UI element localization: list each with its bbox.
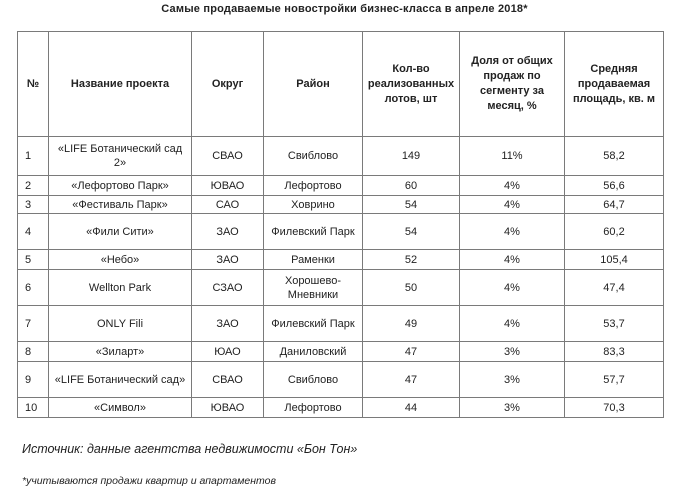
cell-num: 5 (18, 250, 49, 270)
cell-area: 83,3 (565, 342, 664, 362)
cell-lots: 50 (363, 270, 460, 306)
cell-num: 1 (18, 137, 49, 176)
cell-num: 7 (18, 306, 49, 342)
cell-share: 4% (460, 196, 565, 214)
cell-num: 6 (18, 270, 49, 306)
table-row (18, 342, 664, 362)
cell-num: 2 (18, 176, 49, 196)
cell-okrug: ЗАО (192, 250, 264, 270)
cell-area: 47,4 (565, 270, 664, 306)
cell-project-name: «Фестиваль Парк» (49, 196, 192, 214)
cell-area: 105,4 (565, 250, 664, 270)
cell-okrug: СЗАО (192, 270, 264, 306)
cell-area: 70,3 (565, 398, 664, 418)
table-row (18, 270, 664, 306)
cell-okrug: СВАО (192, 137, 264, 176)
cell-project-name: «LIFE Ботанический сад» (49, 362, 192, 398)
table-row (18, 250, 664, 270)
cell-project-name: «Символ» (49, 398, 192, 418)
cell-share: 3% (460, 362, 565, 398)
cell-rayon: Свиблово (264, 137, 363, 176)
header-lots: Кол-во реализованных лотов, шт (363, 32, 460, 137)
cell-area: 60,2 (565, 214, 664, 250)
header-okrug: Округ (192, 32, 264, 137)
cell-rayon: Даниловский (264, 342, 363, 362)
cell-okrug: САО (192, 196, 264, 214)
cell-project-name: «Фили Сити» (49, 214, 192, 250)
cell-rayon: Свиблово (264, 362, 363, 398)
cell-rayon: Филевский Парк (264, 306, 363, 342)
sales-table (17, 31, 664, 418)
cell-lots: 47 (363, 362, 460, 398)
cell-share: 3% (460, 342, 565, 362)
cell-okrug: ЗАО (192, 306, 264, 342)
table-row (18, 306, 664, 342)
cell-rayon: Раменки (264, 250, 363, 270)
cell-num: 10 (18, 398, 49, 418)
cell-okrug: ЮАО (192, 342, 264, 362)
cell-share: 4% (460, 176, 565, 196)
cell-area: 64,7 (565, 196, 664, 214)
cell-num: 9 (18, 362, 49, 398)
cell-share: 4% (460, 306, 565, 342)
cell-lots: 54 (363, 196, 460, 214)
cell-lots: 47 (363, 342, 460, 362)
header-rayon: Район (264, 32, 363, 137)
cell-share: 3% (460, 398, 565, 418)
header-area: Средняя продаваемая площадь, кв. м (565, 32, 664, 137)
cell-num: 8 (18, 342, 49, 362)
cell-num: 4 (18, 214, 49, 250)
cell-lots: 49 (363, 306, 460, 342)
table-title: Самые продаваемые новостройки бизнес-класса в апреле 2018* (161, 3, 528, 15)
table-row (18, 176, 664, 196)
cell-rayon: Хорошево-Мневники (264, 270, 363, 306)
table-row (18, 196, 664, 214)
cell-rayon: Лефортово (264, 398, 363, 418)
cell-project-name: «Лефортово Парк» (49, 176, 192, 196)
cell-area: 58,2 (565, 137, 664, 176)
table-row (18, 362, 664, 398)
cell-lots: 54 (363, 214, 460, 250)
cell-share: 4% (460, 214, 565, 250)
header-share: Доля от общих продаж по сегменту за месяц, % (460, 32, 565, 137)
cell-num: 3 (18, 196, 49, 214)
cell-area: 57,7 (565, 362, 664, 398)
cell-area: 56,6 (565, 176, 664, 196)
cell-share: 11% (460, 137, 565, 176)
table-row (18, 137, 664, 176)
cell-okrug: ЮВАО (192, 398, 264, 418)
cell-lots: 44 (363, 398, 460, 418)
header-project-name: Название проекта (49, 32, 192, 137)
table-row (18, 214, 664, 250)
cell-okrug: ЮВАО (192, 176, 264, 196)
cell-project-name: «LIFE Ботанический сад 2» (49, 137, 192, 176)
cell-okrug: ЗАО (192, 214, 264, 250)
cell-lots: 60 (363, 176, 460, 196)
cell-okrug: СВАО (192, 362, 264, 398)
footnote: *учитываются продажи квартир и апартаментов (22, 475, 276, 487)
header-num: № (18, 32, 49, 137)
cell-project-name: «Зиларт» (49, 342, 192, 362)
cell-rayon: Лефортово (264, 176, 363, 196)
cell-lots: 52 (363, 250, 460, 270)
table-row (18, 398, 664, 418)
cell-project-name: «Небо» (49, 250, 192, 270)
source-note: Источник: данные агентства недвижимости «Бон Тон» (22, 442, 358, 456)
cell-share: 4% (460, 250, 565, 270)
cell-area: 53,7 (565, 306, 664, 342)
cell-share: 4% (460, 270, 565, 306)
cell-project-name: ONLY Fili (49, 306, 192, 342)
cell-rayon: Филевский Парк (264, 214, 363, 250)
cell-rayon: Ховрино (264, 196, 363, 214)
header-row (18, 32, 664, 137)
cell-project-name: Wellton Park (49, 270, 192, 306)
cell-lots: 149 (363, 137, 460, 176)
